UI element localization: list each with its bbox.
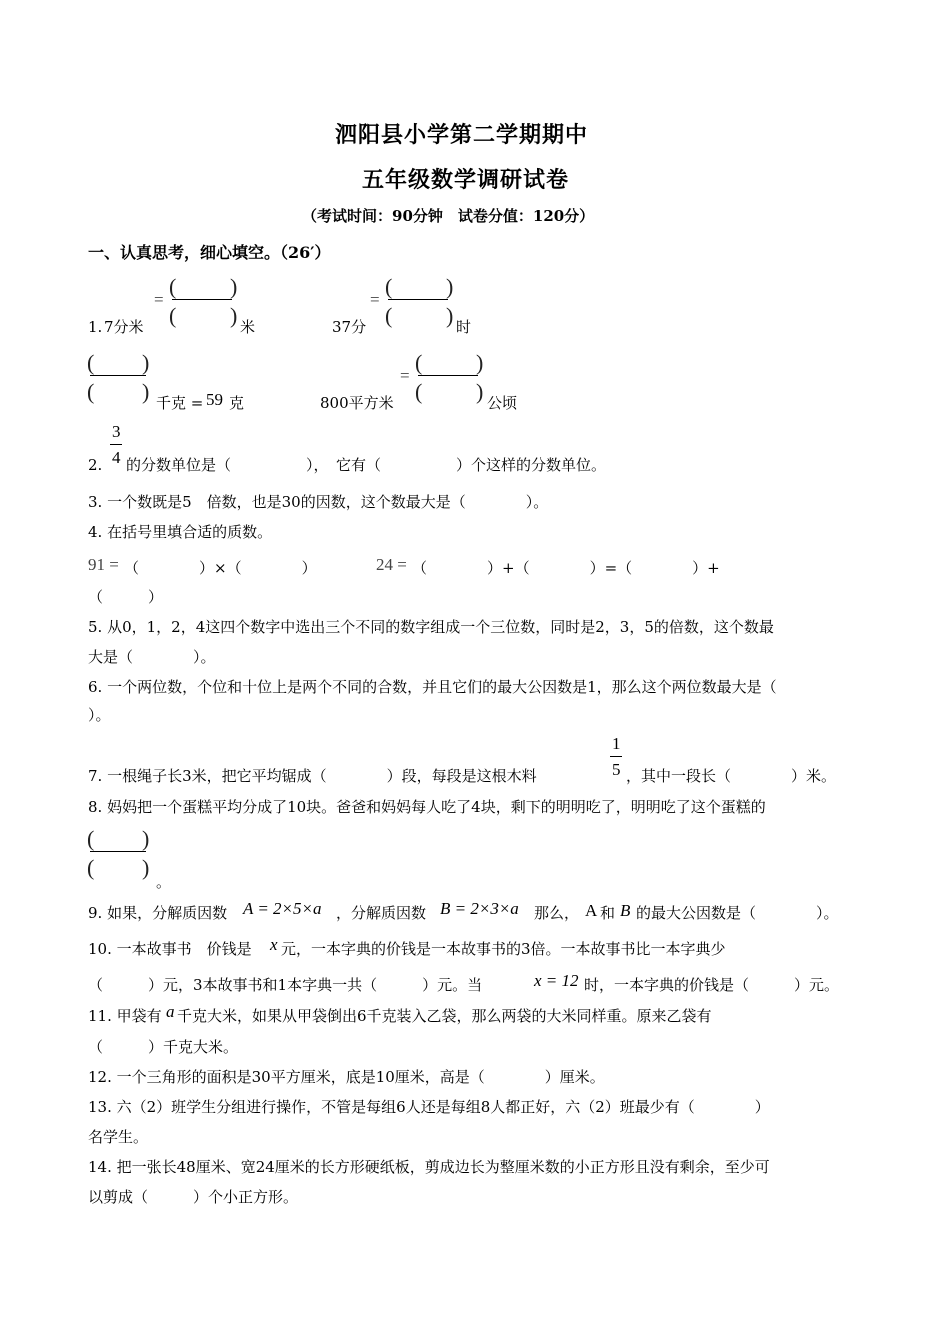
fraction-bar <box>388 299 448 300</box>
q1b-equals: = <box>370 290 380 309</box>
q10-line2b: 时，一本字典的价钱是（ ）元。 <box>584 976 840 994</box>
q9-var-b: B <box>620 901 631 920</box>
q4-eq1-blanks[interactable]: （ ）×（ ） <box>124 559 317 577</box>
q11-line1b: 千克大米，如果从甲袋倒出6千克装入乙袋，那么两袋的大米同样重。原来乙袋有 <box>177 1007 712 1025</box>
paren: ) <box>142 350 150 375</box>
q1b-fraction-blank[interactable] <box>382 274 454 328</box>
exam-title-line1: 泗阳县小学第二学期期中 <box>335 122 589 148</box>
paren: ( <box>87 350 95 375</box>
q1d-equals: = <box>400 366 410 385</box>
q1d-fraction-blank[interactable] <box>412 350 484 404</box>
q10-line1b: 元，一本字典的价钱是一本故事书的3倍。一本故事书比一本字典少 <box>281 940 726 958</box>
q10-line1a: 10. 一本故事书 价钱是 <box>88 940 252 958</box>
paren: ) <box>230 274 238 299</box>
q9-math-b: B = 2×3×a <box>440 899 519 918</box>
q8-fraction-blank[interactable] <box>84 826 156 880</box>
fraction-bar <box>418 375 478 376</box>
q9-text5: 的最大公因数是（ ）。 <box>636 904 839 922</box>
q2-frac-denominator: 4 <box>112 448 121 467</box>
q9-text3: 那么， <box>534 904 580 922</box>
paren: ( <box>169 274 177 299</box>
q2-number: 2. <box>88 456 103 474</box>
q7-text-part1: 7. 一根绳子长3米，把它平均锯成（ ）段，每段是这根木料 <box>88 767 537 785</box>
q5-line1: 5. 从0，1，2，4这四个数字中选出三个不同的数字组成一个三位数，同时是2，3，5的倍数，这个数最 <box>88 618 774 636</box>
q10-line2a: （ ）元，3本故事书和1本字典一共（ ）元。当 <box>88 976 483 994</box>
q1c-unit: 克 <box>229 394 245 412</box>
paren: ( <box>415 379 423 404</box>
paren: ( <box>385 303 393 328</box>
q9-text2: ，分解质因数 <box>336 904 427 922</box>
exam-subtitle: （考试时间：90分钟 试卷分值：120分） <box>302 207 595 225</box>
fraction-bar <box>610 756 622 757</box>
paren: ) <box>142 855 150 880</box>
paren: ) <box>142 379 150 404</box>
exam-title-line2: 五年级数学调研试卷 <box>362 167 570 193</box>
q9-text4: 和 <box>600 904 616 922</box>
q8-tail: 。 <box>156 873 172 891</box>
paren: ( <box>87 855 95 880</box>
q9-math-a: A = 2×5×a <box>243 899 322 918</box>
q3-text: 3. 一个数既是5 倍数，也是30的因数，这个数最大是（ ）。 <box>88 493 549 511</box>
q10-var-x: x <box>270 935 278 954</box>
q5-line2: 大是（ ）。 <box>88 648 216 666</box>
q1-number: 1. <box>88 318 103 336</box>
paren: ( <box>415 350 423 375</box>
q4-eq2-left: 24 = <box>376 555 407 574</box>
q1b-text: 37分 <box>332 318 367 336</box>
paren: ( <box>87 826 95 851</box>
paren: ( <box>169 303 177 328</box>
q2-text: 的分数单位是（ ）， 它有（ ）个这样的分数单位。 <box>126 456 607 474</box>
section-title: 一、认真思考，细心填空。（26′） <box>88 243 331 262</box>
q1b-unit: 时 <box>456 318 472 336</box>
q2-frac-numerator: 3 <box>112 422 121 441</box>
q1c-text: 千克 = <box>156 394 204 412</box>
q4-eq2-blanks[interactable]: （ ）+（ ）=（ ）+ <box>412 559 720 577</box>
q11-line1a: 11. 甲袋有 <box>88 1007 162 1025</box>
q10-x-eq-12: x = 12 <box>534 971 579 990</box>
q1d-text: 800平方米 <box>320 394 394 412</box>
fraction-bar <box>172 299 232 300</box>
paren: ) <box>446 274 454 299</box>
q4-eq2-tail[interactable]: （ ） <box>88 588 164 606</box>
fraction-bar <box>110 444 122 445</box>
q13-line1: 13. 六（2）班学生分组进行操作，不管是每组6人还是每组8人都正好，六（2）班最少有（ ） <box>88 1098 770 1116</box>
q7-frac-numerator: 1 <box>612 734 621 753</box>
paren: ( <box>385 274 393 299</box>
fraction-bar <box>90 375 146 376</box>
paren: ) <box>446 303 454 328</box>
paren: ) <box>476 350 484 375</box>
q1a-unit: 米 <box>240 318 256 336</box>
q6-line1: 6. 一个两位数，个位和十位上是两个不同的合数，并且它们的最大公因数是1，那么这个两位数最大是（ <box>88 678 777 696</box>
paren: ( <box>87 379 95 404</box>
q4-text: 4. 在括号里填合适的质数。 <box>88 523 273 541</box>
q1a-fraction-blank[interactable] <box>166 274 238 328</box>
q12-text: 12. 一个三角形的面积是30平方厘米，底是10厘米，高是（ ）厘米。 <box>88 1068 605 1086</box>
q14-line2: 以剪成（ ）个小正方形。 <box>88 1188 299 1206</box>
q1a-equals: = <box>154 290 164 309</box>
q7-frac-denominator: 5 <box>612 760 621 779</box>
q1c-fraction-blank[interactable] <box>84 350 156 404</box>
q1d-unit: 公顷 <box>487 394 518 412</box>
paren: ) <box>142 826 150 851</box>
q14-line1: 14. 把一张长48厘米、宽24厘米的长方形硬纸板，剪成边长为整厘米数的小正方形且没有剩余，至少可 <box>88 1158 770 1176</box>
paren: ) <box>476 379 484 404</box>
q13-line2: 名学生。 <box>88 1128 149 1146</box>
q1a-text: 7分米 <box>104 318 144 336</box>
q8-line1: 8. 妈妈把一个蛋糕平均分成了10块。爸爸和妈妈每人吃了4块，剩下的明明吃了，明明吃了这个蛋糕的 <box>88 798 766 816</box>
q11-line2: （ ）千克大米。 <box>88 1038 239 1056</box>
q9-text1: 9. 如果，分解质因数 <box>88 904 228 922</box>
q11-var-a: a <box>166 1002 175 1021</box>
q1c-value: 59 <box>206 390 223 409</box>
q4-eq1-left: 91 = <box>88 555 119 574</box>
fraction-bar <box>90 851 146 852</box>
q7-text-part2: ，其中一段长（ ）米。 <box>626 767 837 785</box>
q9-var-a: A <box>585 901 598 920</box>
q6-line2: ）。 <box>88 706 111 724</box>
paren: ) <box>230 303 238 328</box>
